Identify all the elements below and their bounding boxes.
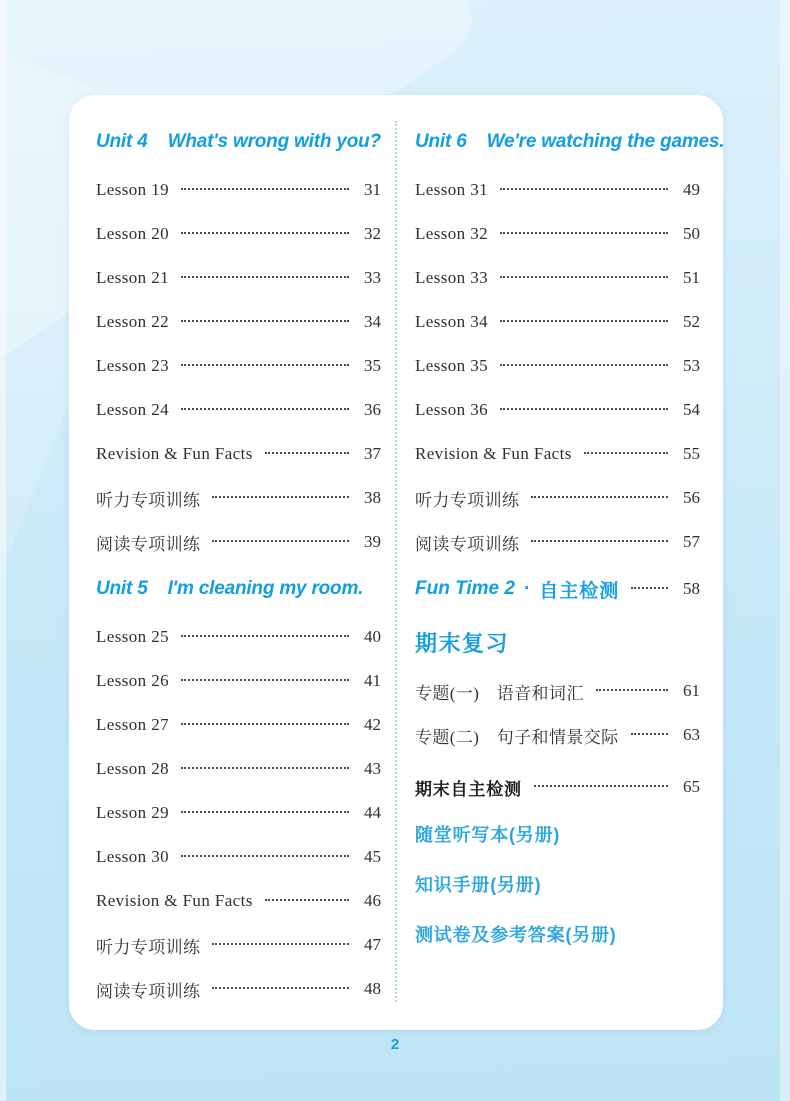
toc-entry: [96, 256, 381, 300]
toc-entry: [96, 520, 381, 564]
toc-entry: [96, 967, 381, 1011]
funtime-separator: ·: [523, 578, 531, 599]
toc-entry-page: 43: [364, 759, 381, 778]
toc-entry-page: 42: [364, 715, 381, 734]
toc-entry-label: Lesson 24: [96, 400, 170, 419]
toc-entry: [415, 669, 700, 713]
toc-entry-label: Revision & Fun Facts: [415, 444, 572, 463]
toc-entry-page: 41: [364, 671, 381, 690]
dotted-leader: [212, 496, 349, 498]
toc-entry-page: 45: [364, 847, 381, 866]
toc-card-inner: [69, 95, 723, 1030]
dotted-leader: [265, 452, 349, 454]
unit-number: Unit 6: [415, 131, 467, 152]
toc-entry: [96, 432, 381, 476]
toc-entry-label: Lesson 27: [96, 715, 170, 734]
dotted-leader: [181, 188, 349, 190]
dotted-leader: [265, 899, 349, 901]
toc-entry: [96, 879, 381, 923]
toc-entry-page: 31: [364, 180, 381, 199]
toc-entry-page: 52: [683, 312, 700, 331]
toc-entry-page: 48: [364, 979, 381, 998]
toc-entry-page: 46: [364, 891, 381, 910]
column-divider: [395, 121, 397, 1002]
toc-right-column: [396, 117, 723, 1030]
dotted-leader: [631, 587, 668, 589]
toc-entry: [96, 703, 381, 747]
dotted-leader: [531, 540, 668, 542]
bold-toc-entry: [415, 765, 700, 809]
dotted-leader: [181, 811, 349, 813]
toc-entry-page: 50: [683, 224, 700, 243]
toc-entry-label: Lesson 34: [415, 312, 489, 331]
dotted-leader: [212, 943, 349, 945]
toc-entry-page: 40: [364, 627, 381, 646]
toc-entry-page: 33: [364, 268, 381, 287]
toc-entry-page: 32: [364, 224, 381, 243]
bold-toc-entry-label: 期末自主检测: [415, 779, 522, 799]
toc-entry-page: 65: [683, 777, 700, 796]
dotted-leader: [500, 188, 668, 190]
toc-entry-label: Lesson 32: [415, 224, 489, 243]
toc-entry-page: 54: [683, 400, 700, 419]
toc-entry-page: 58: [683, 579, 700, 598]
toc-entry-page: 38: [364, 488, 381, 507]
dotted-leader: [212, 987, 349, 989]
dotted-leader: [181, 276, 349, 278]
toc-entry: [96, 344, 381, 388]
dotted-leader: [500, 232, 668, 234]
toc-entry: [415, 256, 700, 300]
toc-entry-page: 37: [364, 444, 381, 463]
toc-entry-label: 阅读专项训练: [96, 534, 201, 554]
toc-entry: [96, 791, 381, 835]
right-edge-highlight: [780, 0, 790, 1101]
toc-entry-label: Lesson 30: [96, 847, 170, 866]
unit-title: I'm cleaning my room.: [167, 578, 364, 599]
toc-entry: [415, 168, 700, 212]
toc-entry: [415, 432, 700, 476]
toc-entry-page: 55: [683, 444, 700, 463]
dotted-leader: [181, 232, 349, 234]
toc-entry-page: 56: [683, 488, 700, 507]
toc-entry-label: Lesson 35: [415, 356, 489, 375]
funtime-entry: [415, 567, 700, 611]
toc-entry: [415, 344, 700, 388]
toc-entry: [96, 168, 381, 212]
toc-entry-page: 61: [683, 681, 700, 700]
toc-entry-label: Lesson 33: [415, 268, 489, 287]
toc-entry-page: 57: [683, 532, 700, 551]
toc-entry-label: Lesson 36: [415, 400, 489, 419]
unit-number: Unit 4: [96, 131, 148, 152]
toc-left-column: [69, 117, 396, 1030]
toc-entry: [96, 388, 381, 432]
toc-entry: [415, 388, 700, 432]
toc-entry: [415, 476, 700, 520]
supplement-item-label: 随堂听写本(另册): [415, 825, 561, 845]
toc-entry-page: 49: [683, 180, 700, 199]
toc-entry-label: 听力专项训练: [415, 490, 520, 510]
toc-entry-label: 专题(二) 句子和情景交际: [415, 727, 619, 747]
toc-entry-page: 63: [683, 725, 700, 744]
toc-entry-label: Lesson 20: [96, 224, 170, 243]
unit-heading: [96, 120, 381, 164]
toc-card: [69, 95, 723, 1030]
toc-entry-label: 听力专项训练: [96, 490, 201, 510]
toc-entry-label: 听力专项训练: [96, 937, 201, 957]
toc-entry-label: Lesson 21: [96, 268, 170, 287]
supplement-item: [415, 859, 700, 909]
toc-entry: [415, 520, 700, 564]
toc-entry: [415, 300, 700, 344]
supplement-item: [415, 809, 700, 859]
dotted-leader: [181, 767, 349, 769]
dotted-leader: [500, 276, 668, 278]
toc-entry: [415, 212, 700, 256]
toc-entry: [96, 923, 381, 967]
toc-entry-label: Lesson 19: [96, 180, 170, 199]
dotted-leader: [500, 320, 668, 322]
toc-entry: [96, 476, 381, 520]
funtime-title-en: Fun Time 2: [415, 578, 515, 599]
supplement-item-label: 测试卷及参考答案(另册): [415, 925, 617, 945]
dotted-leader: [181, 408, 349, 410]
toc-entry-label: Revision & Fun Facts: [96, 891, 253, 910]
dotted-leader: [534, 785, 668, 787]
unit-number: Unit 5: [96, 578, 148, 599]
toc-entry: [96, 747, 381, 791]
dotted-leader: [181, 320, 349, 322]
toc-entry-label: Revision & Fun Facts: [96, 444, 253, 463]
toc-entry-page: 47: [364, 935, 381, 954]
dotted-leader: [500, 408, 668, 410]
toc-entry-label: Lesson 28: [96, 759, 170, 778]
dotted-leader: [181, 855, 349, 857]
funtime-title-zh: 自主检测: [539, 580, 620, 602]
dotted-leader: [181, 635, 349, 637]
toc-entry: [96, 835, 381, 879]
dotted-leader: [631, 733, 668, 735]
toc-entry-page: 34: [364, 312, 381, 331]
dotted-leader: [181, 723, 349, 725]
toc-entry-label: 阅读专项训练: [96, 981, 201, 1001]
unit-heading: [96, 567, 381, 611]
toc-entry-label: 阅读专项训练: [415, 534, 520, 554]
toc-entry-page: 51: [683, 268, 700, 287]
toc-entry-label: Lesson 26: [96, 671, 170, 690]
toc-entry-page: 39: [364, 532, 381, 551]
supplement-item-label: 知识手册(另册): [415, 875, 542, 895]
dotted-leader: [596, 689, 668, 691]
dotted-leader: [181, 364, 349, 366]
toc-entry-page: 44: [364, 803, 381, 822]
final-review-heading: [415, 617, 700, 667]
final-review-heading-label: 期末复习: [415, 630, 510, 656]
toc-entry-label: Lesson 25: [96, 627, 170, 646]
toc-entry: [415, 713, 700, 757]
toc-entry-label: 专题(一) 语音和词汇: [415, 683, 584, 703]
supplement-item: [415, 909, 700, 959]
footer-page-number: 2: [390, 1036, 400, 1053]
dotted-leader: [212, 540, 349, 542]
toc-entry: [96, 300, 381, 344]
toc-entry: [96, 212, 381, 256]
dotted-leader: [181, 679, 349, 681]
toc-entry-label: Lesson 29: [96, 803, 170, 822]
toc-entry: [96, 615, 381, 659]
dotted-leader: [531, 496, 668, 498]
unit-title: We're watching the games.: [486, 131, 725, 152]
dotted-leader: [584, 452, 668, 454]
toc-entry-page: 36: [364, 400, 381, 419]
toc-entry: [96, 659, 381, 703]
toc-entry-page: 35: [364, 356, 381, 375]
left-edge-highlight: [0, 0, 6, 1101]
unit-heading: [415, 120, 725, 164]
toc-entry-label: Lesson 22: [96, 312, 170, 331]
unit-title: What's wrong with you?: [167, 131, 381, 152]
dotted-leader: [500, 364, 668, 366]
toc-entry-label: Lesson 31: [415, 180, 489, 199]
toc-entry-label: Lesson 23: [96, 356, 170, 375]
toc-entry-page: 53: [683, 356, 700, 375]
